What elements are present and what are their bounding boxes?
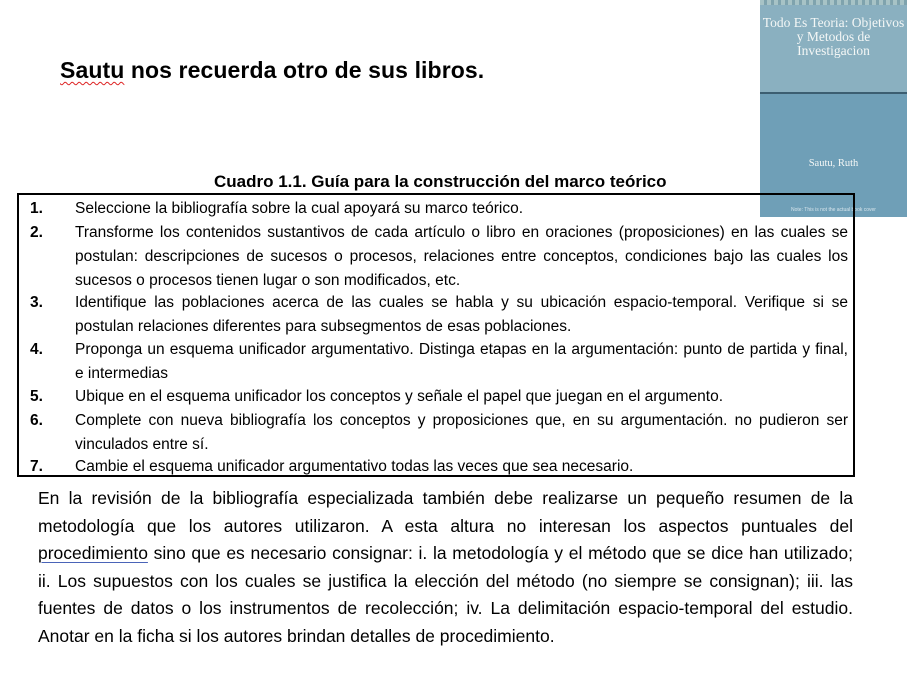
- item-number: 1.: [30, 200, 43, 217]
- body-paragraph: [38, 485, 853, 650]
- item-text: Seleccione la bibliografía sobre la cual apoyará su marco teórico.: [75, 200, 524, 217]
- book-footnote: Note: This is not the actual book cover: [791, 207, 876, 213]
- spellcheck-word: Sautu: [60, 57, 125, 83]
- underlined-word: procedimiento: [38, 543, 148, 563]
- item-number: 6.: [30, 412, 43, 429]
- table-caption: Cuadro 1.1. Guía para la construcción del marco teórico: [214, 172, 667, 191]
- book-author: Sautu, Ruth: [808, 158, 859, 169]
- item-number: 2.: [30, 224, 43, 241]
- item-text: Complete con nueva bibliografía los conceptos y proposiciones que, en su argumentación. no pudieron ser vinculados entre sí.: [75, 412, 848, 453]
- book-cover-image: [760, 0, 907, 217]
- guide-table: [17, 193, 855, 477]
- item-text: Identifique las poblaciones acerca de las cuales se habla y su ubicación espacio-temporal. Verifique si se postulan relaciones diferentes para subsegmentos de esas poblaciones.: [75, 294, 848, 335]
- paragraph-text-end: sino que es necesario consignar: i. la metodología y el método que se dice han utilizado; ii. Los supuestos con los cuales se justifica la elección del método (no siempre se consignan); iii. las fuentes de datos o los instrumentos de recolección; iv. La delimitación espacio-temporal del estudio. Anotar en la ficha si los autores brindan detalles de procedimiento.: [38, 543, 853, 646]
- book-divider: [760, 92, 907, 94]
- item-text: Ubique en el esquema unificador los conceptos y señale el papel que juegan en el argumento.: [75, 388, 723, 405]
- book-title: Todo Es Teoria: Objetivos y Metodos de Investigacion: [762, 15, 905, 58]
- item-number: 3.: [30, 294, 43, 311]
- item-number: 5.: [30, 388, 43, 405]
- item-text: Proponga un esquema unificador argumentativo. Distinga etapas en la argumentación: punto de partida y final, e intermedias: [75, 341, 848, 382]
- item-number: 4.: [30, 341, 43, 358]
- paragraph-text-start: En la revisión de la bibliografía especializada también debe realizarse un pequeño resumen de la metodología que los autores utilizaron. A esta altura no interesan los aspectos puntuales del: [38, 488, 853, 536]
- item-text: Cambie el esquema unificador argumentativo todas las veces que sea necesario.: [75, 458, 634, 475]
- slide-title: [60, 57, 484, 84]
- slide-title-rest: nos recuerda otro de sus libros.: [124, 57, 485, 83]
- item-number: 7.: [30, 458, 43, 475]
- item-text: Transforme los contenidos sustantivos de cada artículo o libro en oraciones (proposiciones) en las cuales se postulan: descripciones de sucesos o procesos, relaciones entre conceptos, condiciones bajo las cuales los sucesos o procesos tienen lugar o son modificados, etc.: [75, 224, 848, 289]
